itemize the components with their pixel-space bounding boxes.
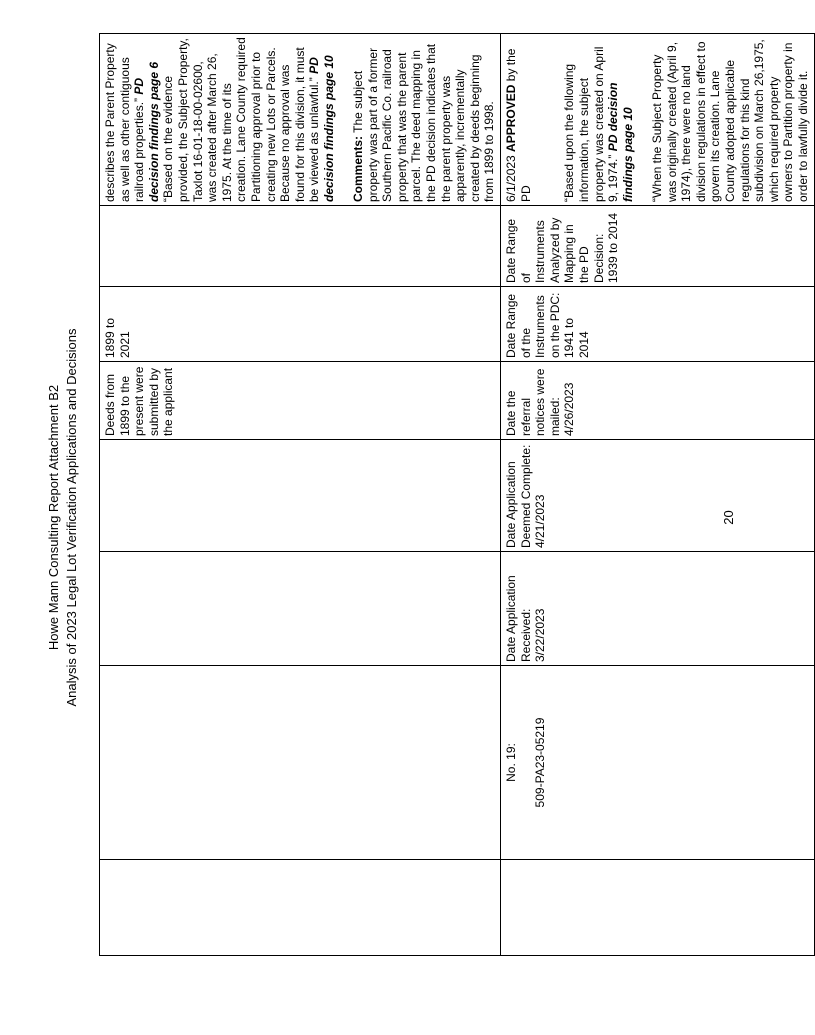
decision-citation-1: PD decision findings page 10 (606, 82, 635, 202)
findings-quote-1: describes the Parent Property as well as other contiguous railroad properties.” (103, 43, 147, 202)
row1-col4-cell (100, 440, 501, 552)
row1-date-range-cell: 1899 to 2021 (100, 287, 501, 362)
header-title: Howe Mann Consulting Report Attachment B2 (46, 384, 61, 651)
table-row (100, 34, 501, 956)
table-row (501, 34, 814, 956)
findings-citation-1: PD decision findings page 6 (132, 61, 161, 202)
header-subtitle: Analysis of 2023 Legal Lot Verification Applications and Decisions (64, 328, 79, 707)
date-complete-cell: Date Application Deemed Complete: 4/21/2023 (501, 440, 814, 552)
row1-col7-cell (100, 206, 501, 287)
decision-cell (501, 34, 814, 206)
decision-status: APPROVED (504, 84, 519, 152)
row1-col3-cell (100, 552, 501, 666)
comments-label: Comments: (351, 135, 366, 202)
applications-table (99, 33, 815, 956)
row2-col1-cell (501, 860, 814, 956)
pd-mapping-date-range-cell: Date Range of Instruments Analyzed by Mapping in the PD Decision: 1939 to 2014 (501, 206, 814, 287)
decision-quote-1: “Based upon the following information, the subject property was created on April 9, 1974.” (562, 46, 621, 202)
decision-quote-2: “When the Subject Property was originally created (April 9, 1974), there were no land division regulations in effect to govern its creation. Lane County adopted applicable regulations for this kind subdivision on March 26,1975, which required property owners to Partition property in order to lawfully divide it. (649, 39, 810, 202)
referral-date-cell: Date the referral notices were mailed: 4/26/2023 (501, 362, 814, 440)
date-received-cell: Date Application Received: 3/22/2023 (501, 552, 814, 666)
comments-text: The subject property was part of a former Southern Pacific Co. railroad property that was the parent parcel. The deed mapping in the PD decision indicates that the parent property was apparently, incrementally created by deeds beginning from 1899 to 1998. (351, 43, 497, 202)
application-number-label: No. 19: (504, 743, 519, 782)
row1-col1-cell (100, 860, 501, 956)
pdc-date-range-cell: Date Range of the Instruments on the PDC: 1941 to 2014 (501, 287, 814, 362)
row1-deeds-cell: Deeds from 1899 to the present were submitted by the applicant (100, 362, 501, 440)
application-number-cell (501, 666, 814, 860)
application-number: 509-PA23-05219 (533, 717, 548, 808)
decision-by: by the PD (504, 48, 533, 202)
row1-findings-cell (100, 34, 501, 206)
page-number: 20 (721, 510, 736, 525)
findings-quote-2: “Based on the evidence provided, the Subject Property, Taxlot 16-01-18-00-02600, was created after March 26, 1975. At the time of its creation. Lane County required Partitioning approval prior to creating new Lots or Parcels. Because no approval was found for this division, it must be viewed as unlawful.” (161, 37, 322, 202)
decision-date: 6/1/2023 (504, 155, 519, 202)
row1-col2-cell (100, 666, 501, 860)
findings-citation-2: PD decision findings page 10 (307, 55, 336, 202)
